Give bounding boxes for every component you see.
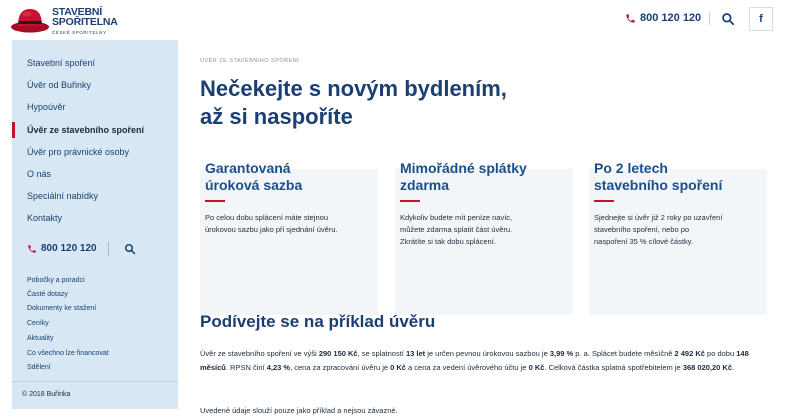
card-text-line1: Sjednejte si úvěr již 2 roky po uzavření xyxy=(594,213,723,222)
card-text-line3: Zkrátíte si tak dobu splácení. xyxy=(400,237,496,246)
sidebar-item-uver-ze-stavebniho-sporeni[interactable]: Úvěr ze stavebního spoření xyxy=(27,125,145,135)
facebook-button[interactable] xyxy=(749,7,773,31)
logo[interactable] xyxy=(10,5,130,35)
sidebar-link-aktuality[interactable]: Aktuality xyxy=(27,335,54,342)
header-phone[interactable] xyxy=(625,12,701,24)
card-title xyxy=(594,160,764,193)
card-text-line1: Po celou dobu splácení máte stejnou xyxy=(205,213,328,222)
text: , cena za zpracování úvěru je xyxy=(290,363,391,372)
sidebar-item-uver-pro-pravnicke-osoby[interactable]: Úvěr pro právnické osoby xyxy=(27,147,130,157)
header xyxy=(0,0,800,40)
card-text-line2: stavebního spoření, nebo po xyxy=(594,225,690,234)
red-hat-icon xyxy=(10,7,50,33)
interest-rate: 3,99 % xyxy=(549,349,574,358)
account-fee: 0 Kč xyxy=(528,363,545,372)
logo-line2: SPOŘITELNA xyxy=(52,16,118,28)
text: , se splatností xyxy=(357,349,406,358)
card-accent-bar xyxy=(400,200,420,202)
sidebar-footer-divider xyxy=(12,381,178,382)
sidebar-item-o-nas[interactable]: O nás xyxy=(27,169,52,179)
card-title-line2: stavebního spoření xyxy=(594,176,723,193)
monthly-payment: 2 492 Kč xyxy=(674,349,705,358)
sidebar-link-dokumenty[interactable]: Dokumenty ke stažení xyxy=(27,305,97,312)
sidebar-divider xyxy=(108,242,109,256)
phone-icon xyxy=(625,13,636,24)
card-title-line2: úroková sazba xyxy=(205,176,303,193)
sidebar-link-pobocky[interactable]: Pobočky a poradci xyxy=(27,277,85,284)
logo-line3: ČESKÉ SPOŘITELNY xyxy=(52,30,107,35)
logo-line1: STAVEBNÍ xyxy=(52,6,102,18)
loan-term: 13 let xyxy=(405,349,426,358)
text: a cena za vedení úvěrového účtu je xyxy=(405,363,529,372)
loan-amount: 290 150 Kč xyxy=(318,349,358,358)
payment-months: 148 měsíců xyxy=(200,349,749,372)
card-text-line1: Kdykoliv budete mít peníze navíc, xyxy=(400,213,513,222)
sidebar-item-specialni-nabidky[interactable]: Speciální nabídky xyxy=(27,191,99,201)
search-icon[interactable] xyxy=(721,12,735,26)
card-title-line1: Mimořádné splátky xyxy=(400,160,527,176)
sidebar-link-caste-dotazy[interactable]: Časté dotazy xyxy=(27,291,68,298)
text: . RPSN činí xyxy=(225,363,267,372)
sidebar-item-hypouver[interactable]: Hypoúvěr xyxy=(27,102,66,112)
card-text-line2: můžete zdarma splatit část úvěru. xyxy=(400,225,513,234)
breadcrumb[interactable]: ÚVĚR ZE STAVEBNÍHO SPOŘENÍ xyxy=(200,58,300,64)
card-title xyxy=(400,160,570,193)
card-text-line3: naspoření 35 % cílové částky. xyxy=(594,237,694,246)
sidebar-link-ceniky[interactable]: Ceníky xyxy=(27,320,49,327)
page-title-line2: až si naspoříte xyxy=(200,104,353,129)
card-text-line2: úrokovou sazbu jako při sjednání úvěru. xyxy=(205,225,338,234)
text: . Celková částka splatná spotřebitelem je xyxy=(544,363,683,372)
search-icon[interactable] xyxy=(124,243,136,255)
phone-icon xyxy=(27,244,37,254)
text: po dobu xyxy=(704,349,737,358)
sidebar-link-sdeleni[interactable]: Sdělení xyxy=(27,364,51,371)
card-accent-bar xyxy=(205,200,225,202)
sidebar-phone[interactable] xyxy=(27,243,97,254)
card-text xyxy=(205,212,375,236)
processing-fee: 0 Kč xyxy=(390,363,406,372)
card-title xyxy=(205,160,375,193)
total-amount: 368 020,20 Kč xyxy=(682,363,733,372)
rpsn: 4,23 % xyxy=(266,363,291,372)
text: . xyxy=(732,363,735,372)
facebook-icon: f xyxy=(759,13,763,25)
header-phone-number[interactable]: 800 120 120 xyxy=(640,12,702,24)
sidebar xyxy=(12,40,178,409)
loan-example-text xyxy=(200,347,765,375)
card-text xyxy=(400,212,570,248)
card-title-line1: Po 2 letech xyxy=(594,160,668,176)
section-title: Podívejte se na příklad úvěru xyxy=(200,312,436,331)
text: Úvěr ze stavebního spoření ve výši xyxy=(200,349,319,358)
logo-text xyxy=(52,7,118,38)
footnote-text: Uvedené údaje slouží pouze jako příklad a nejsou závazné. xyxy=(200,406,398,415)
card-title-line1: Garantovaná xyxy=(205,160,291,176)
sidebar-item-uver-od-burinky[interactable]: Úvěr od Buřinky xyxy=(27,80,92,90)
header-divider xyxy=(709,12,710,25)
card-accent-bar xyxy=(594,200,614,202)
page-title xyxy=(200,75,620,131)
text: p. a. Splácet budete měsíčně xyxy=(573,349,675,358)
card-title-line2: zdarma xyxy=(400,176,450,193)
text: je určen pevnou úrokovou sazbou je xyxy=(425,349,550,358)
sidebar-item-kontakty[interactable]: Kontakty xyxy=(27,213,63,223)
card-text xyxy=(594,212,764,248)
copyright: © 2018 Buřinka xyxy=(22,391,71,398)
page-title-line1: Nečekejte s novým bydlením, xyxy=(200,76,507,101)
active-indicator xyxy=(12,122,15,138)
sidebar-item-stavebni-sporeni[interactable]: Stavební spoření xyxy=(27,58,96,68)
sidebar-phone-number[interactable]: 800 120 120 xyxy=(41,243,97,254)
sidebar-link-co-lze-financovat[interactable]: Co všechno lze financovat xyxy=(27,350,109,357)
